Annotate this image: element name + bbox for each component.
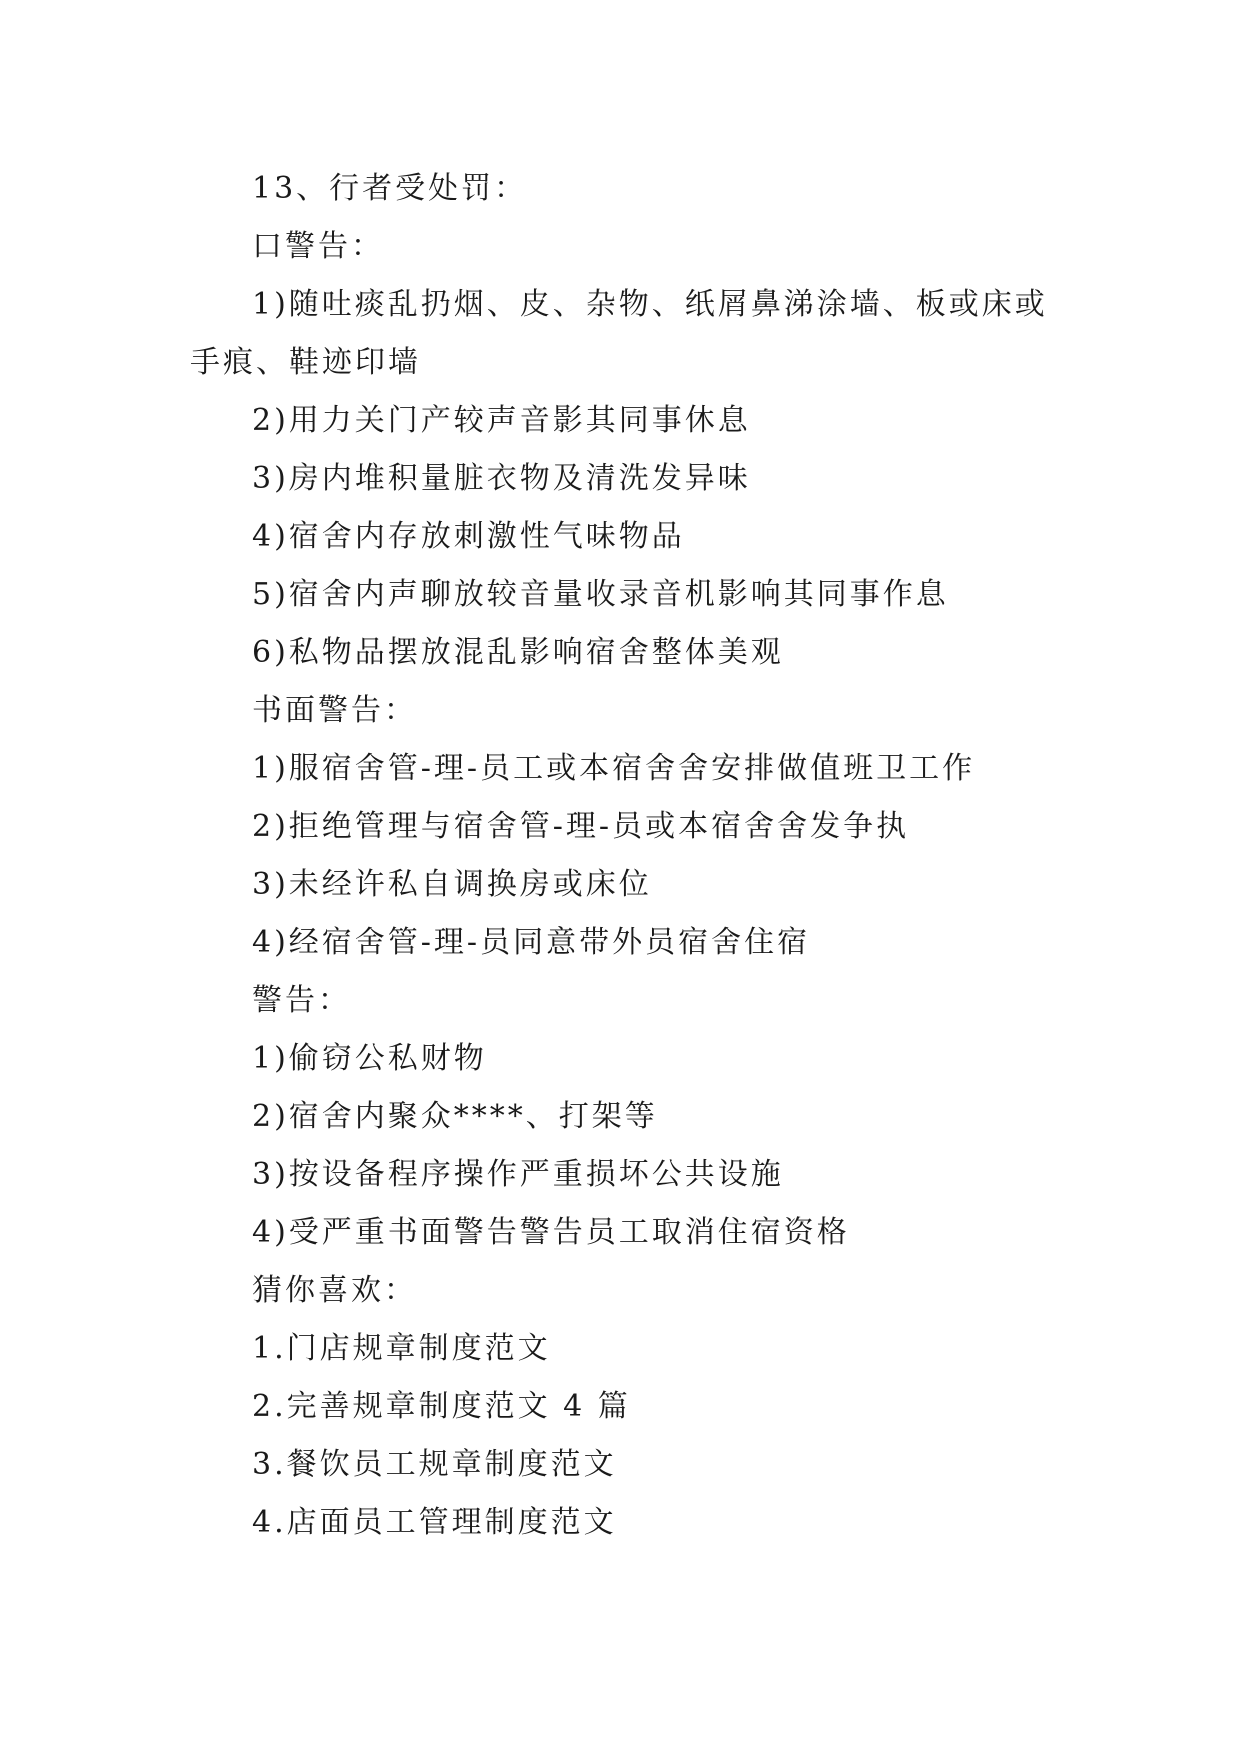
warning-item: 1)随吐痰乱扔烟、皮、杂物、纸屑鼻涕涂墙、板或床或手痕、鞋迹印墙: [190, 287, 1048, 380]
warning-heading: 口警告：: [252, 229, 384, 264]
section-heading: 13、行者受处罚：: [252, 171, 528, 206]
written-warning-heading: 书面警告：: [252, 693, 417, 728]
written-warning-item: 3)未经许私自调换房或床位: [252, 867, 652, 902]
serious-warning-item: 2)宿舍内聚众****、打架等: [252, 1099, 658, 1134]
related-link[interactable]: 1.门店规章制度范文: [252, 1331, 551, 1366]
warning-item: 3)房内堆积量脏衣物及清洗发异味: [252, 461, 751, 496]
related-link[interactable]: 4.店面员工管理制度范文: [252, 1505, 617, 1540]
serious-warning-item: 3)按设备程序操作严重损坏公共设施: [252, 1157, 784, 1192]
warning-item: 5)宿舍内声聊放较音量收录音机影响其同事作息: [252, 577, 949, 612]
written-warning-item: 1)服宿舍管-理-员工或本宿舍舍安排做值班卫工作: [252, 751, 976, 786]
document-body: [190, 160, 1060, 1552]
written-warning-item: 4)经宿舍管-理-员同意带外员宿舍住宿: [252, 925, 811, 960]
serious-warning-heading: 警告：: [252, 983, 351, 1018]
serious-warning-item: 1)偷窃公私财物: [252, 1041, 487, 1076]
written-warning-item: 2)拒绝管理与宿舍管-理-员或本宿舍舍发争执: [252, 809, 910, 844]
related-link[interactable]: 3.餐饮员工规章制度范文: [252, 1447, 617, 1482]
warning-item: 4)宿舍内存放刺激性气味物品: [252, 519, 685, 554]
warning-item: 2)用力关门产较声音影其同事休息: [252, 403, 751, 438]
related-heading: 猜你喜欢：: [252, 1273, 417, 1308]
serious-warning-item: 4)受严重书面警告警告员工取消住宿资格: [252, 1215, 850, 1250]
warning-item: 6)私物品摆放混乱影响宿舍整体美观: [252, 635, 784, 670]
related-link[interactable]: 2.完善规章制度范文 4 篇: [252, 1389, 631, 1424]
